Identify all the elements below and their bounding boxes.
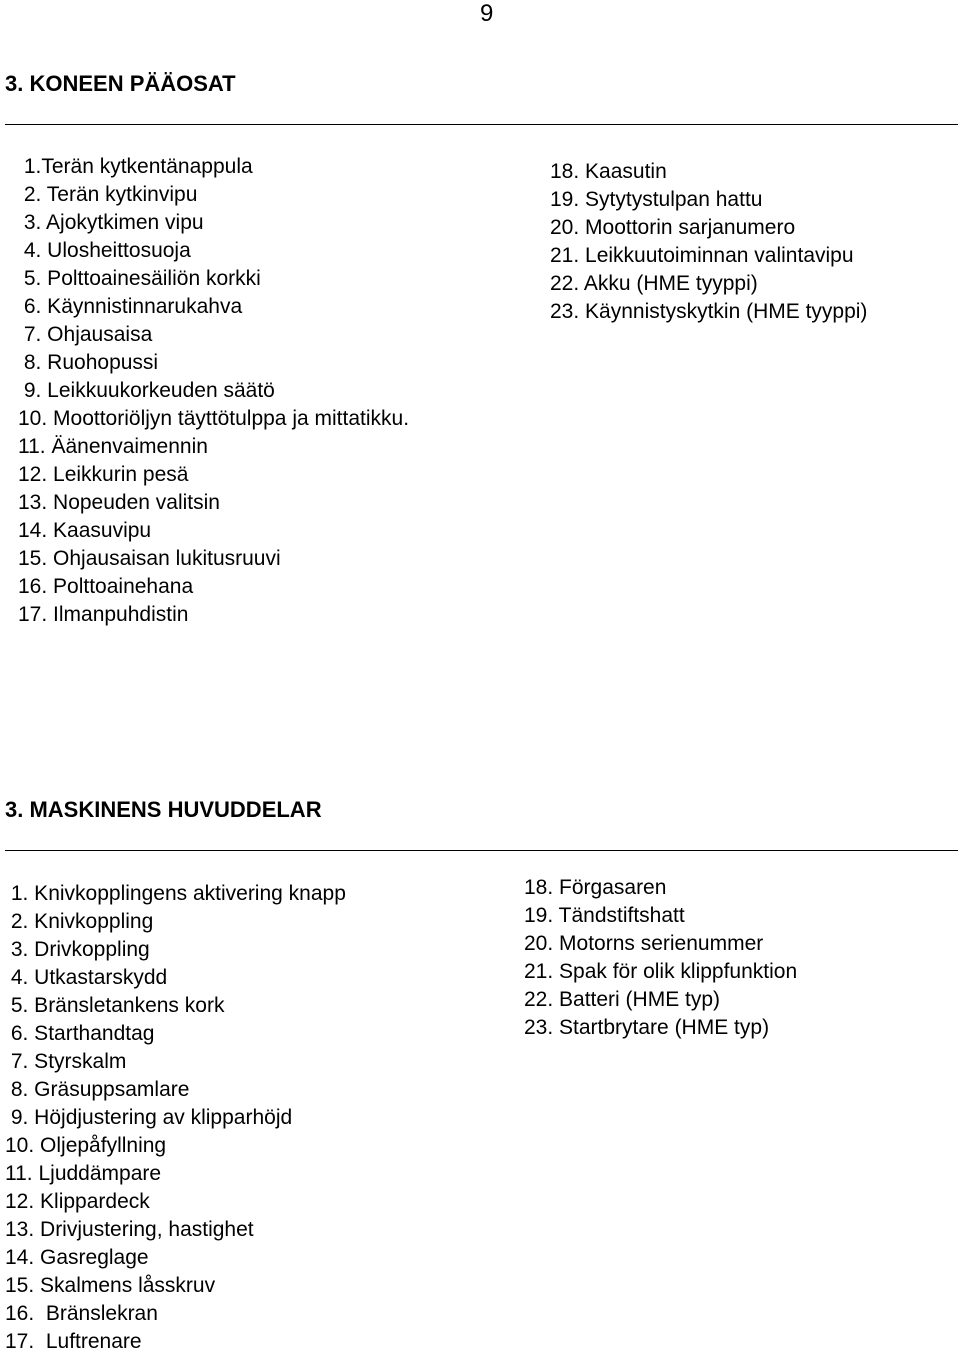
- finnish-parts-list-right: [550, 158, 867, 326]
- list-item: 5. Bränsletankens kork: [5, 994, 225, 1017]
- list-item: 1.Terän kytkentänappula: [18, 155, 253, 178]
- list-item: 23. Käynnistyskytkin (HME tyyppi): [550, 300, 868, 323]
- list-item: 16. Bränslekran: [5, 1302, 158, 1325]
- list-item: 10. Oljepåfyllning: [5, 1134, 167, 1157]
- list-item: 13. Drivjustering, hastighet: [5, 1218, 254, 1241]
- list-item: 19. Sytytystulpan hattu: [550, 188, 763, 211]
- list-item: 10. Moottoriöljyn täyttötulppa ja mittatikku.: [18, 407, 410, 430]
- list-item: 17. Ilmanpuhdistin: [18, 603, 189, 626]
- swedish-heading-rule: [5, 850, 958, 851]
- list-item: 7. Ohjausaisa: [18, 323, 153, 346]
- list-item: 5. Polttoainesäiliön korkki: [18, 267, 261, 290]
- finnish-parts-list-left: [18, 153, 409, 629]
- swedish-section-heading: 3. MASKINENS HUVUDDELAR: [5, 797, 322, 822]
- swedish-parts-list-left: [5, 880, 346, 1356]
- list-item: 2. Knivkoppling: [5, 910, 154, 933]
- list-item: 14. Kaasuvipu: [18, 519, 152, 542]
- list-item: 15. Skalmens låsskruv: [5, 1274, 216, 1297]
- list-item: 18. Kaasutin: [550, 160, 667, 183]
- list-item: 22. Akku (HME tyyppi): [550, 272, 758, 295]
- list-item: 3. Ajokytkimen vipu: [18, 211, 204, 234]
- list-item: 7. Styrskalm: [5, 1050, 127, 1073]
- list-item: 18. Förgasaren: [524, 876, 667, 899]
- list-item: 9. Leikkuukorkeuden säätö: [18, 379, 275, 402]
- page-number: 9: [480, 0, 494, 27]
- list-item: 13. Nopeuden valitsin: [18, 491, 220, 514]
- finnish-section-heading: 3. KONEEN PÄÄOSAT: [5, 71, 236, 96]
- list-item: 17. Luftrenare: [5, 1330, 142, 1353]
- list-item: 16. Polttoainehana: [18, 575, 194, 598]
- list-item: 20. Moottorin sarjanumero: [550, 216, 796, 239]
- list-item: 21. Spak för olik klippfunktion: [524, 960, 798, 983]
- list-item: 4. Utkastarskydd: [5, 966, 168, 989]
- list-item: 15. Ohjausaisan lukitusruuvi: [18, 547, 281, 570]
- finnish-heading-rule: [5, 124, 958, 125]
- list-item: 3. Drivkoppling: [5, 938, 150, 961]
- list-item: 8. Ruohopussi: [18, 351, 159, 374]
- list-item: 11. Ljuddämpare: [5, 1162, 162, 1185]
- list-item: 12. Leikkurin pesä: [18, 463, 189, 486]
- swedish-parts-list-right: [524, 874, 797, 1042]
- list-item: 8. Gräsuppsamlare: [5, 1078, 190, 1101]
- list-item: 22. Batteri (HME typ): [524, 988, 721, 1011]
- list-item: 21. Leikkuutoiminnan valintavipu: [550, 244, 854, 267]
- list-item: 9. Höjdjustering av klipparhöjd: [5, 1106, 293, 1129]
- list-item: 14. Gasreglage: [5, 1246, 149, 1269]
- list-item: 19. Tändstiftshatt: [524, 904, 685, 927]
- list-item: 6. Starthandtag: [5, 1022, 155, 1045]
- list-item: 11. Äänenvaimennin: [18, 435, 208, 458]
- list-item: 23. Startbrytare (HME typ): [524, 1016, 770, 1039]
- list-item: 12. Klippardeck: [5, 1190, 150, 1213]
- list-item: 4. Ulosheittosuoja: [18, 239, 191, 262]
- list-item: 20. Motorns serienummer: [524, 932, 764, 955]
- list-item: 2. Terän kytkinvipu: [18, 183, 198, 206]
- list-item: 6. Käynnistinnarukahva: [18, 295, 243, 318]
- list-item: 1. Knivkopplingens aktivering knapp: [5, 882, 346, 905]
